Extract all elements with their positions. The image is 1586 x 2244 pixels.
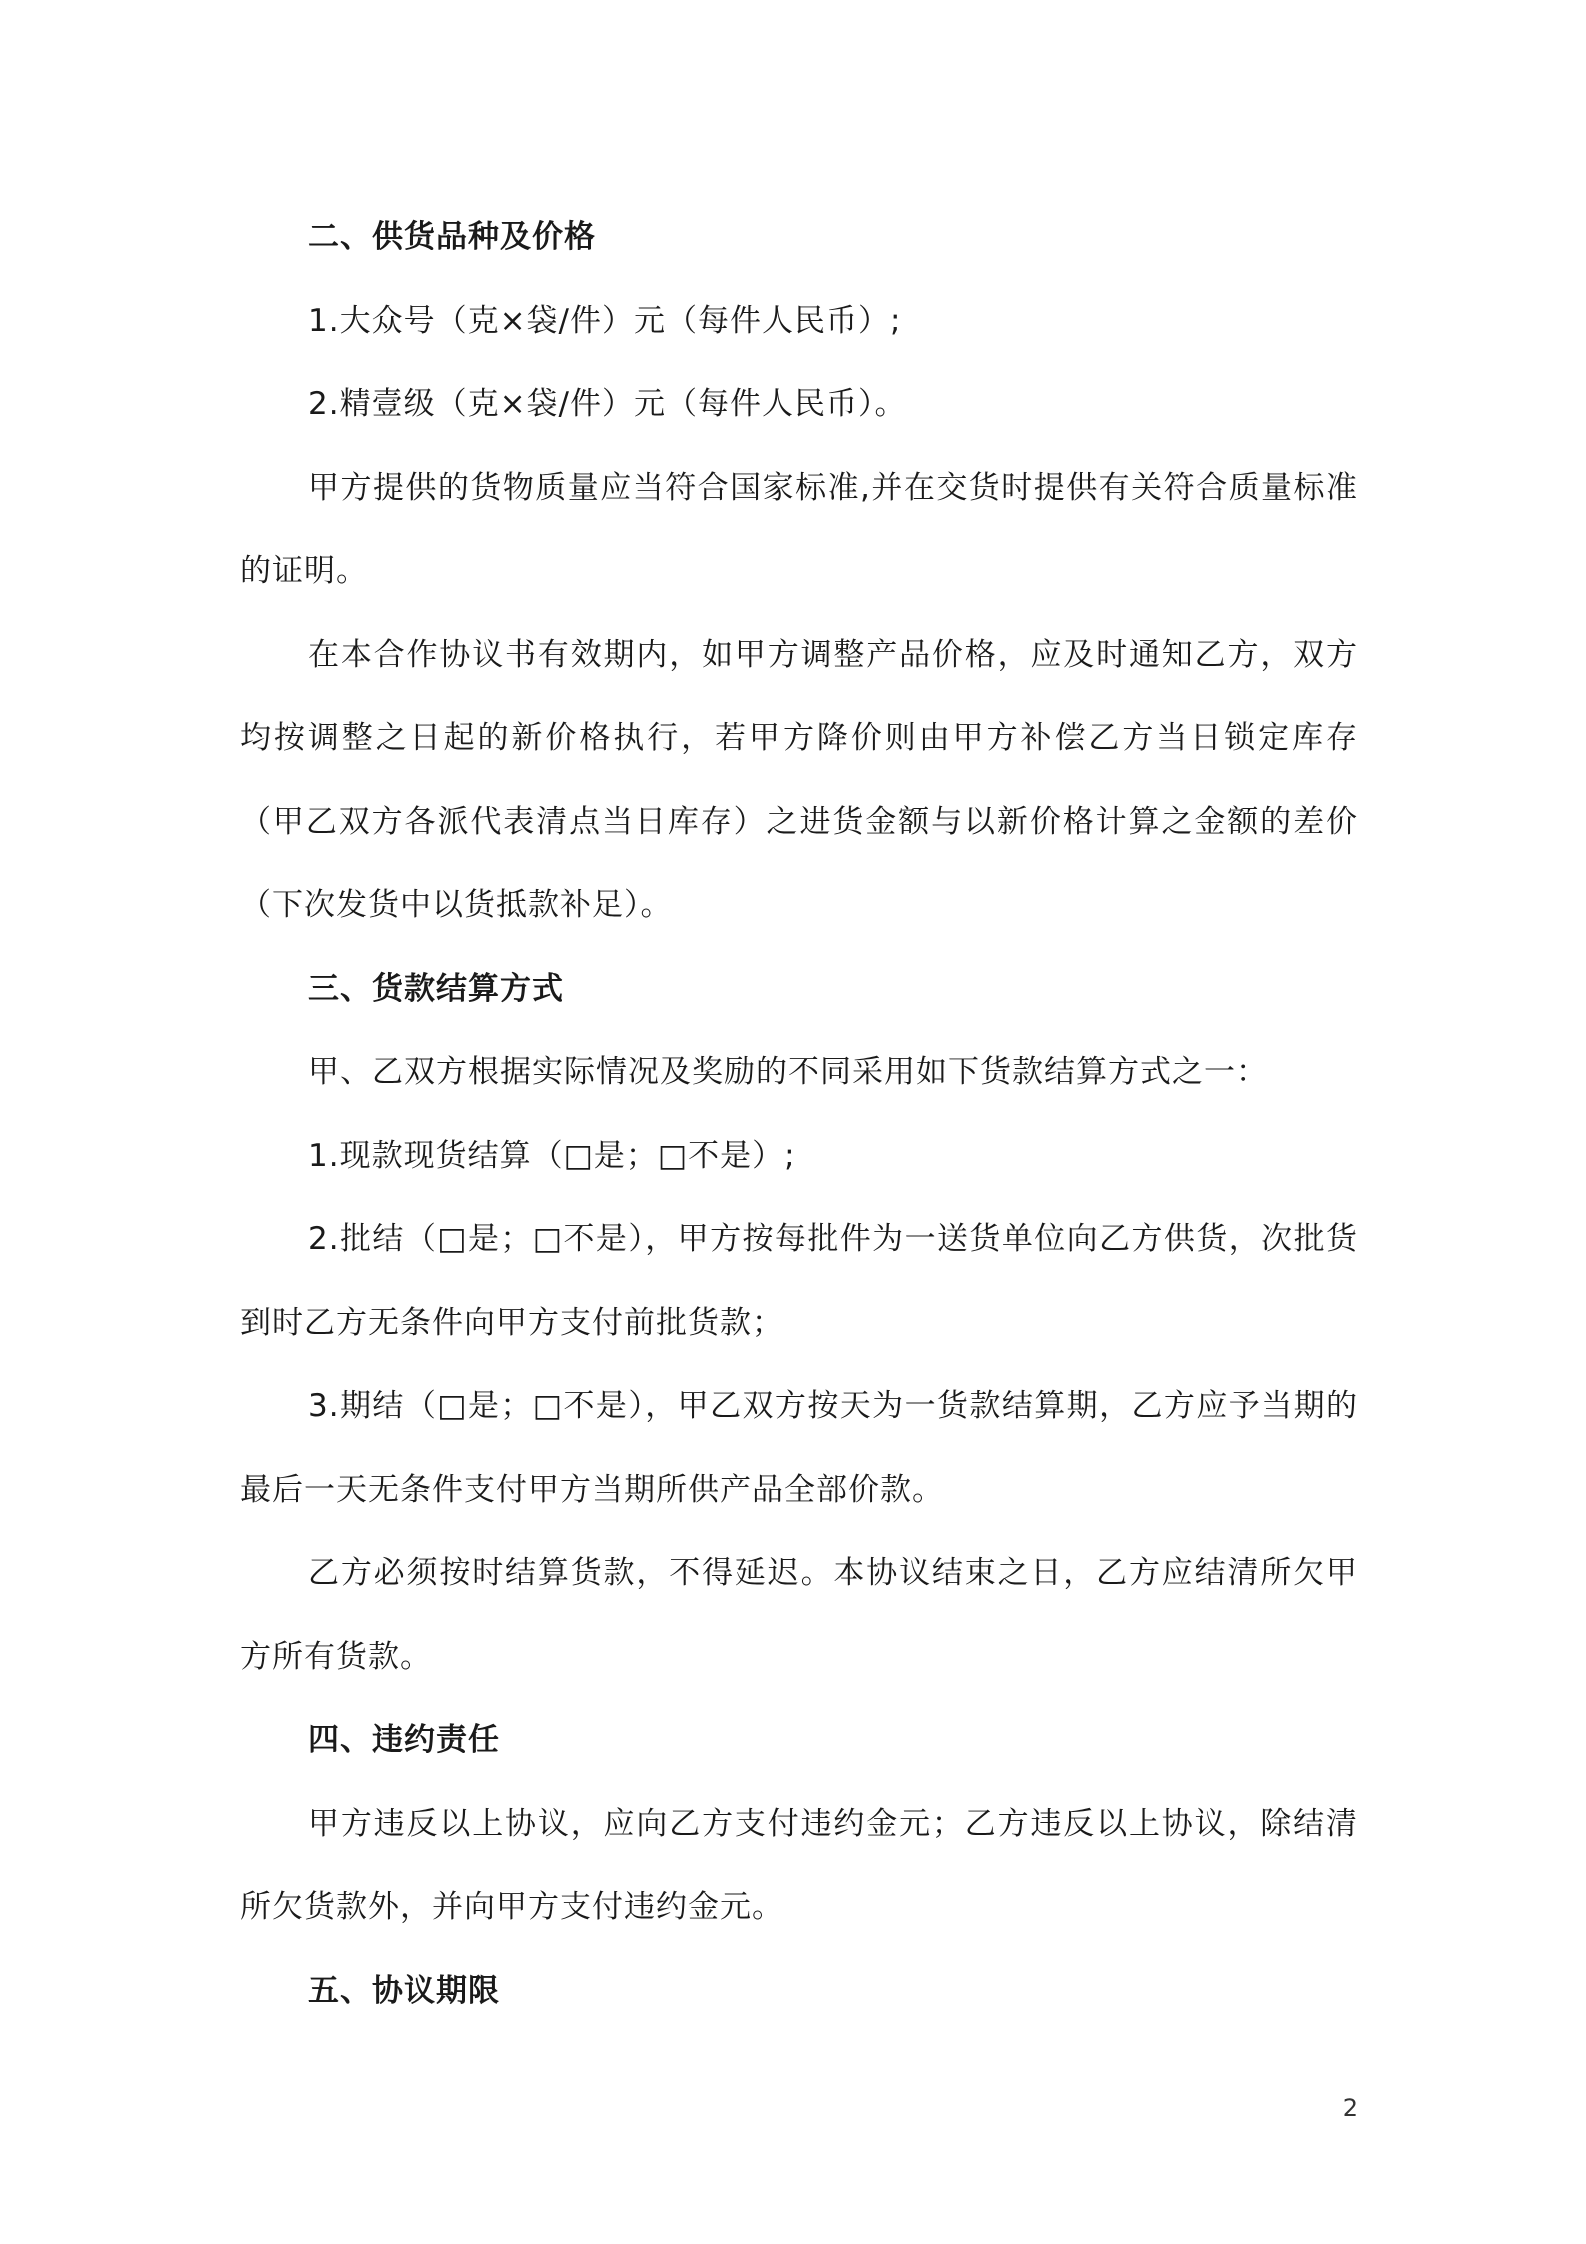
paragraph-price-adjust: 在本合作协议书有效期内，如甲方调整产品价格，应及时通知乙方，双方均按调整之日起的新价格执行，若甲方降价则由甲方补偿乙方当日锁定库存（甲乙双方各派代表清点当日库存）之进货金额与以新价格计算之金额的差价（下次发货中以货抵款补足）。 bbox=[240, 636, 1358, 923]
paragraph-item-2: 2.精壹级（克×袋/件）元（每件人民币）。 bbox=[308, 386, 907, 422]
paragraph-item-1: 1.大众号（克×袋/件）元（每件人民币）; bbox=[308, 302, 902, 339]
section-heading-settlement: 三、货款结算方式 bbox=[308, 970, 564, 1007]
paragraph-liability: 甲方违反以上协议，应向乙方支付违约金元；乙方违反以上协议，除结清所欠货款外，并向甲方支付违约金元。 bbox=[240, 1805, 1358, 1925]
paragraph-settlement-1: 1.现款现货结算（□是；□不是）; bbox=[308, 1137, 796, 1174]
section-heading-supply: 二、供货品种及价格 bbox=[308, 219, 596, 255]
paragraph-settlement-3: 3.期结（□是；□不是），甲乙双方按天为一货款结算期，乙方应予当期的最后一天无条件支付甲方当期所供产品全部价款。 bbox=[240, 1388, 1358, 1508]
paragraph-settlement-2: 2.批结（□是；□不是），甲方按每批件为一送货单位向乙方供货，次批货到时乙方无条件向甲方支付前批货款； bbox=[240, 1221, 1358, 1341]
paragraph-settlement-deadline: 乙方必须按时结算货款，不得延迟。本协议结束之日，乙方应结清所欠甲方所有货款。 bbox=[240, 1555, 1358, 1675]
document-body bbox=[240, 196, 1358, 2033]
paragraph-quality: 甲方提供的货物质量应当符合国家标准,并在交货时提供有关符合质量标准的证明。 bbox=[240, 469, 1358, 589]
section-heading-liability: 四、违约责任 bbox=[308, 1722, 500, 1758]
page-number: 2 bbox=[1342, 2094, 1358, 2122]
paragraph-settlement-intro: 甲、乙双方根据实际情况及奖励的不同采用如下货款结算方式之一： bbox=[308, 1054, 1268, 1090]
section-heading-term: 五、协议期限 bbox=[308, 1972, 500, 2009]
